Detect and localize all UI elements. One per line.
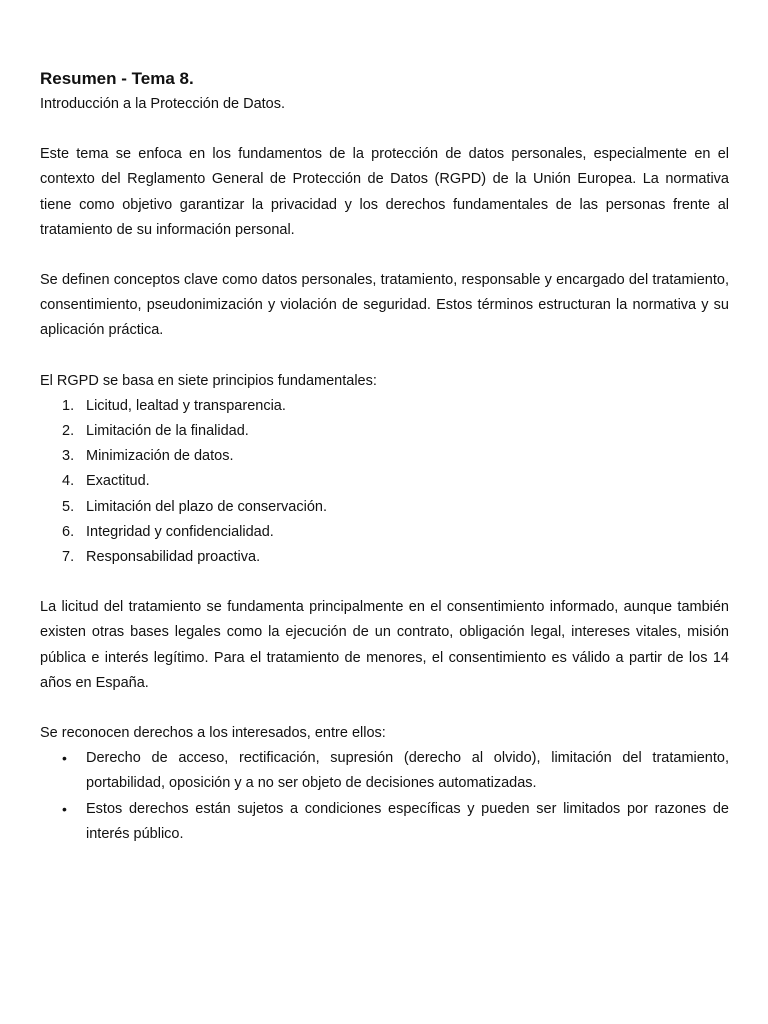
document-page xyxy=(40,66,729,847)
rights-intro: Se reconocen derechos a los interesados, entre ellos: xyxy=(40,725,386,742)
rights-text: Estos derechos están sujetos a condiciones específicas y pueden ser limitados por razones de interés público. xyxy=(86,800,729,842)
principle-item xyxy=(40,545,729,570)
principles-intro: El RGPD se basa en siete principios fundamentales: xyxy=(40,372,377,389)
principle-item xyxy=(40,469,729,494)
rights-item xyxy=(40,797,729,847)
principle-item xyxy=(40,394,729,419)
principle-text: Integridad y confidencialidad. xyxy=(86,523,274,540)
rights-list xyxy=(40,746,729,847)
principle-text: Limitación del plazo de conservación. xyxy=(86,498,327,515)
principle-text: Licitud, lealtad y transparencia. xyxy=(86,397,286,414)
principle-item xyxy=(40,520,729,545)
rights-item xyxy=(40,746,729,796)
principle-number: 7. xyxy=(62,549,75,566)
principle-item xyxy=(40,419,729,444)
principle-number: 2. xyxy=(62,423,75,440)
principle-number: 4. xyxy=(62,473,75,490)
document-title: Resumen - Tema 8. xyxy=(40,69,194,88)
principle-number: 6. xyxy=(62,523,75,540)
intro-paragraph: Este tema se enfoca en los fundamentos de la protección de datos personales, especialmente en el contexto del Reglamento General de Protección de Datos (RGPD) de la Unión Europea. La normativa tiene como objetivo garantizar la privacidad y los derechos fundamentales de las personas frente al tratamiento de su información personal. xyxy=(40,146,729,238)
concepts-paragraph: Se definen conceptos clave como datos personales, tratamiento, responsable y encargado del tratamiento, consentimiento, pseudonimización y violación de seguridad. Estos términos estructuran la normativa y su aplicación práctica. xyxy=(40,272,729,339)
principle-item xyxy=(40,444,729,469)
bullet-icon: • xyxy=(62,800,67,817)
rights-text: Derecho de acceso, rectificación, supresión (derecho al olvido), limitación del tratamiento, portabilidad, oposición y a no ser objeto de decisiones automatizadas. xyxy=(86,750,729,792)
document-subtitle: Introducción a la Protección de Datos. xyxy=(40,96,286,112)
principle-number: 5. xyxy=(62,498,75,515)
principle-text: Responsabilidad proactiva. xyxy=(86,549,261,566)
principle-text: Minimización de datos. xyxy=(86,448,234,465)
principles-list xyxy=(40,394,729,570)
bullet-icon: • xyxy=(62,750,67,767)
lawfulness-paragraph: La licitud del tratamiento se fundamenta principalmente en el consentimiento informado, aunque también existen otras bases legales como la ejecución de un contrato, obligación legal, intereses vitales, misión pública e interés legítimo. Para el tratamiento de menores, el consentimiento es válido a partir de los 14 años en España. xyxy=(40,599,729,691)
principle-item xyxy=(40,495,729,520)
principle-number: 1. xyxy=(62,397,75,414)
principle-text: Limitación de la finalidad. xyxy=(86,423,249,440)
principle-text: Exactitud. xyxy=(86,473,150,490)
principle-number: 3. xyxy=(62,448,75,465)
